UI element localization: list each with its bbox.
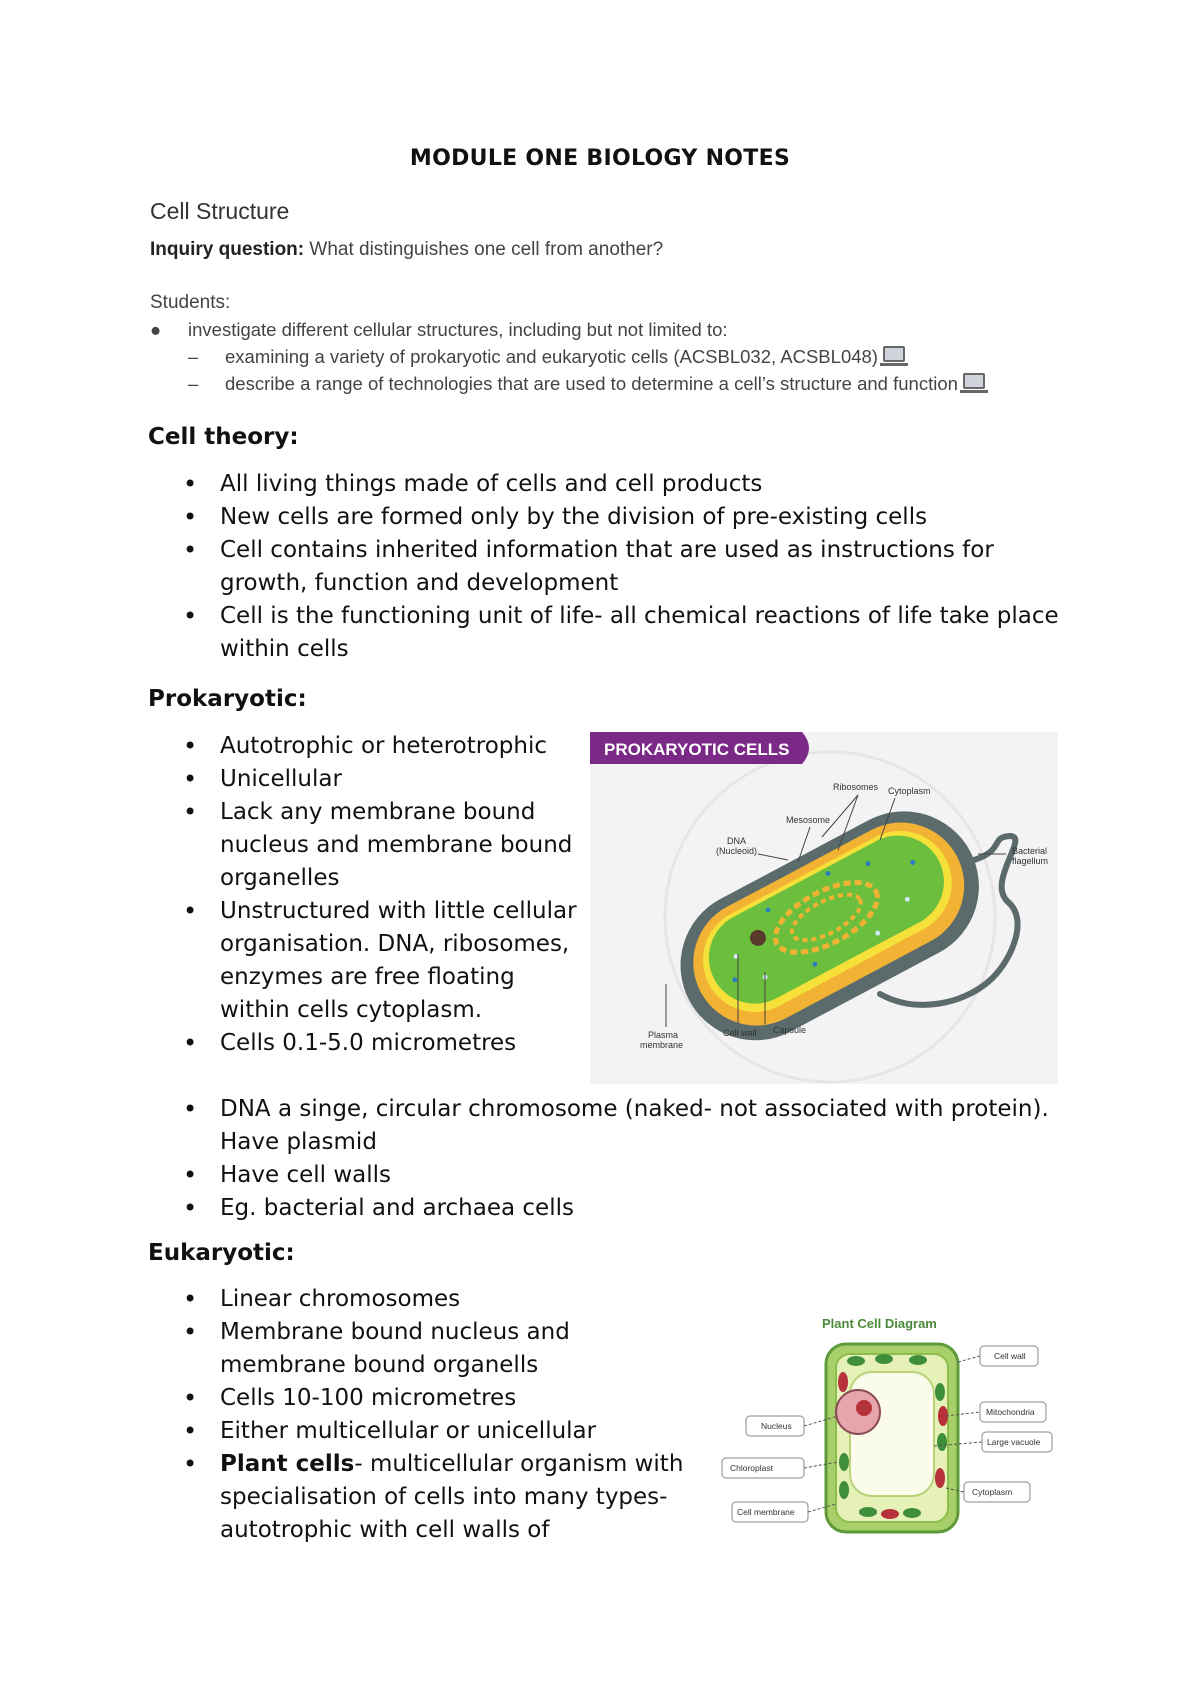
inquiry-label: Inquiry question:	[150, 239, 305, 260]
prokaryotic-heading: Prokaryotic:	[148, 686, 307, 712]
plant-cell-diagram	[718, 1312, 1058, 1534]
list-item: • Have cell walls	[0, 1159, 1060, 1192]
document-title: MODULE ONE BIOLOGY NOTES	[409, 146, 791, 171]
list-item: • Eg. bacterial and archaea cells	[0, 1192, 1060, 1225]
label-flagellum-line1: Bacterial	[1012, 846, 1048, 856]
label-flagellum-line2: flagellum	[1012, 856, 1049, 866]
list-item: • Cells 0.1-5.0 micrometres	[0, 1027, 590, 1060]
nucleolus	[856, 1400, 872, 1416]
cell-theory-list	[0, 468, 1060, 666]
label-capsule: Capsule	[773, 1025, 807, 1035]
list-item-plant-cells	[0, 1448, 690, 1547]
label-large-vacuole: Large vacuole	[987, 1437, 1041, 1447]
label-mesosome: Mesosome	[786, 815, 831, 825]
syllabus-main-point	[148, 319, 1068, 343]
syllabus-main-text: investigate different cellular structures, including but not limited to:	[188, 319, 728, 340]
laptop-icon	[963, 373, 985, 389]
plant-cell-figure	[718, 1312, 1058, 1534]
label-mitochondria: Mitochondria	[986, 1407, 1035, 1417]
label-plasma-line1: Plasma	[648, 1030, 679, 1040]
syllabus-sub-point	[148, 373, 1068, 397]
list-item: • Cell contains inherited information that are used as instructions for growth, function and development	[0, 534, 1060, 600]
inquiry-text: What distinguishes one cell from another?	[304, 239, 664, 260]
label-chloroplast: Chloroplast	[730, 1463, 773, 1473]
syllabus-sub-text: examining a variety of prokaryotic and eukaryotic cells (ACSBL032, ACSBL048)	[225, 346, 878, 367]
syllabus-sub-text: describe a range of technologies that are used to determine a cell’s structure and function	[225, 373, 958, 394]
label-dna: DNA	[727, 836, 747, 846]
syllabus-excerpt	[148, 198, 1068, 408]
eukaryotic-heading: Eukaryotic:	[148, 1240, 295, 1266]
list-item: • Lack any membrane bound nucleus and membrane bound organelles	[0, 796, 590, 895]
label-plasma-line2: membrane	[640, 1040, 684, 1050]
label-cytoplasm: Cytoplasm	[888, 786, 931, 796]
syllabus-sub-point	[148, 346, 1068, 370]
prokaryotic-list-continued	[0, 1093, 1060, 1225]
label-ribosomes: Ribosomes	[833, 782, 879, 792]
list-item: • All living things made of cells and cell products	[0, 468, 1060, 501]
list-item: • DNA a singe, circular chromosome (naked- not associated with protein). Have plasmid	[0, 1093, 1060, 1159]
syllabus-heading: Cell Structure	[150, 198, 290, 224]
list-item: • Membrane bound nucleus and membrane bound organells	[0, 1316, 690, 1382]
prokaryotic-cell-diagram	[590, 732, 1058, 1084]
label-cell-wall: Cell wall	[994, 1351, 1026, 1361]
label-nucleus: Nucleus	[761, 1421, 792, 1431]
list-item: • Unicellular	[0, 763, 590, 796]
cell-theory-heading: Cell theory:	[148, 424, 299, 450]
label-cytoplasm: Cytoplasm	[972, 1487, 1013, 1497]
syllabus-dash: –	[188, 373, 199, 394]
list-item: • Cell is the functioning unit of life- all chemical reactions of life take place within cells	[0, 600, 1060, 666]
list-item: • Unstructured with little cellular organisation. DNA, ribosomes, enzymes are free floating within cells cytoplasm.	[0, 895, 590, 1027]
label-nucleoid: (Nucleoid)	[716, 846, 758, 856]
banner-text: PROKARYOTIC CELLS	[604, 740, 790, 759]
list-item: • Linear chromosomes	[0, 1283, 690, 1316]
plant-cell-title: Plant Cell Diagram	[822, 1316, 937, 1331]
list-item: • Either multicellular or unicellular	[0, 1415, 690, 1448]
inquiry-question	[150, 239, 663, 261]
students-label: Students:	[150, 292, 231, 313]
list-item: • New cells are formed only by the division of pre-existing cells	[0, 501, 1060, 534]
label-cell-membrane: Cell membrane	[737, 1507, 795, 1517]
prokaryotic-cell-figure	[590, 732, 1058, 1084]
plant-cells-term: Plant cells	[220, 1451, 355, 1477]
prokaryotic-list	[0, 730, 590, 1060]
syllabus-dash: –	[188, 346, 199, 367]
plant-cells-text: - multicellular organism with specialisation of cells into many types- autotrophic with cell walls of	[220, 1451, 684, 1543]
list-item: • Cells 10-100 micrometres	[0, 1382, 690, 1415]
syllabus-bullet: ●	[150, 319, 162, 340]
laptop-icon	[883, 346, 905, 362]
list-item: • Autotrophic or heterotrophic	[0, 730, 590, 763]
eukaryotic-list	[0, 1283, 690, 1547]
label-cell-wall: Cell wall	[723, 1028, 757, 1038]
